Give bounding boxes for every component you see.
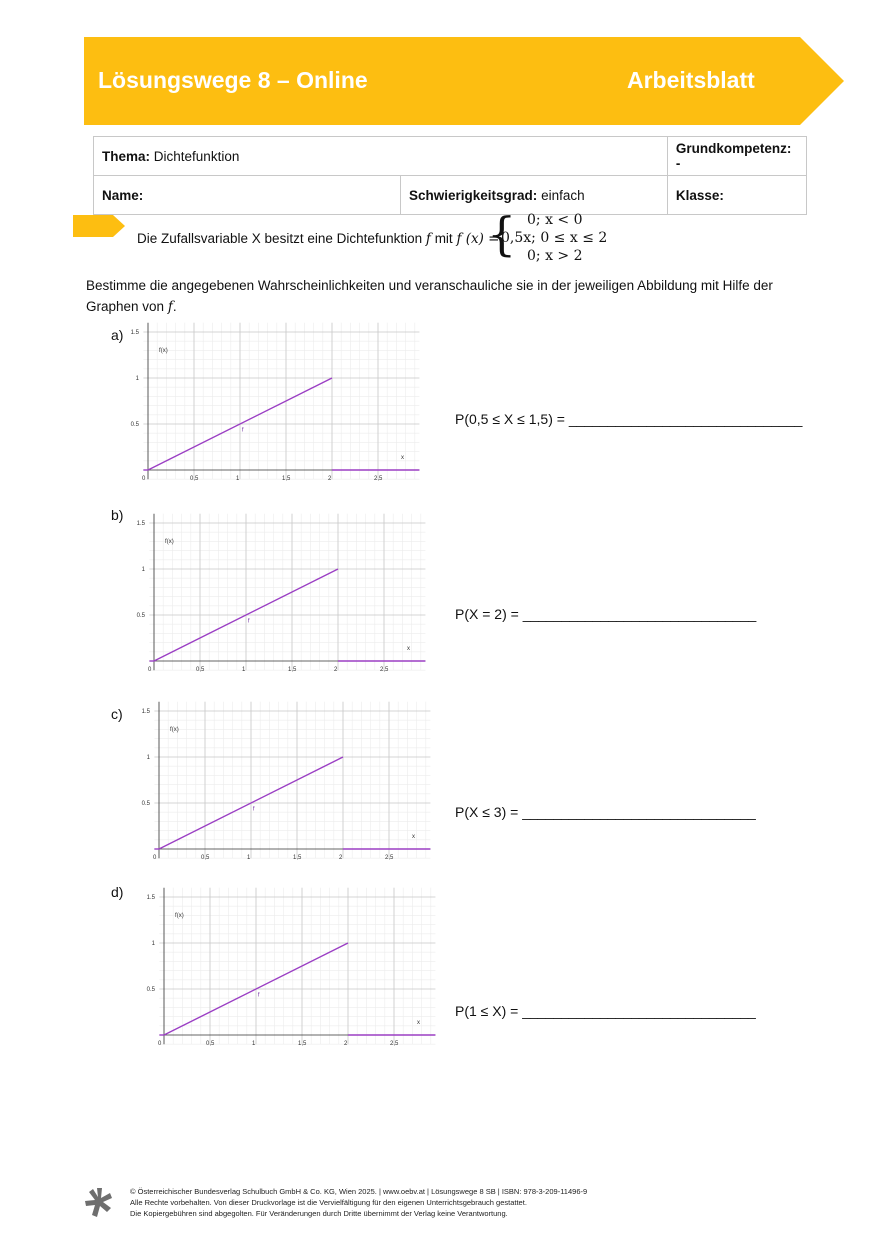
x-tick-label: 1,5 [282, 476, 291, 482]
case-1: 0; x < 0 [527, 212, 583, 228]
x-tick-label: 0 [142, 476, 146, 482]
graph-d[interactable] [146, 890, 440, 1048]
x-tick-label: 0 [153, 855, 157, 861]
x-tick-label: 0 [158, 1041, 162, 1047]
footer-line-2: Alle Rechte vorbehalten. Von dieser Druckvorlage ist die Vervielfältigung für den eigenen Unterrichtsgebrauch gestattet. [130, 1198, 527, 1207]
x-tick-label: 2,5 [374, 476, 383, 482]
x-tick-label: 0,5 [190, 476, 199, 482]
y-axis-label: f(x) [159, 348, 168, 355]
x-axis-label: x [417, 1019, 420, 1026]
y-tick-label: 1.5 [136, 521, 145, 527]
exercise-a-formula: P(0,5 ≤ X ≤ 1,5) = [455, 411, 569, 427]
task-text [86, 275, 811, 318]
footer [130, 1186, 587, 1219]
klasse-cell [667, 176, 806, 215]
x-tick-label: 2 [334, 667, 338, 673]
x-tick-label: 0 [148, 667, 152, 673]
y-tick-label: 1.5 [141, 709, 150, 715]
exercise-a-answer-line[interactable]: ______________________________ [568, 411, 803, 427]
name-cell [94, 176, 401, 215]
curve-label: f [257, 992, 260, 999]
x-tick-label: 1 [236, 476, 240, 482]
task-f-symbol: f [167, 299, 173, 315]
intro-text [137, 231, 500, 247]
exercise-b-question [455, 606, 756, 622]
thema-cell [94, 137, 668, 176]
publisher-logo-icon [84, 1187, 114, 1219]
exercise-b-formula: P(X = 2) = [455, 606, 523, 622]
curve-label: f [241, 427, 244, 434]
header-banner [84, 37, 844, 125]
exercise-d-formula: P(1 ≤ X) = [455, 1003, 523, 1019]
task-sentence: Bestimme die angegebenen Wahrscheinlichkeiten und veranschauliche sie in der jeweiligen Abbildung mit Hilfe der Graphen von [86, 278, 773, 314]
x-tick-label: 1 [247, 855, 251, 861]
x-axis-label: x [407, 645, 410, 652]
x-tick-label: 1 [252, 1041, 256, 1047]
y-tick-label: 1 [135, 376, 139, 382]
footer-line-1: © Österreichischer Bundesverlag Schulbuch GmbH & Co. KG, Wien 2025. | www.oebv.at | Lösungswege 8 SB | ISBN: 978-3-209-11496-9 [130, 1187, 588, 1196]
arrow-marker-icon [73, 215, 125, 237]
y-tick-label: 1 [151, 941, 155, 947]
thema-label: Thema: [102, 148, 151, 164]
grundkompetenz-cell [667, 137, 806, 176]
x-tick-label: 0,5 [196, 667, 205, 673]
y-tick-label: 0.5 [130, 422, 139, 428]
intro-fx: f (x) = [456, 231, 500, 247]
graph-b[interactable] [136, 516, 430, 674]
exercise-a-label: a) [111, 327, 124, 343]
curve-label: f [252, 806, 255, 813]
x-axis-label: x [412, 833, 415, 840]
exercise-c-formula: P(X ≤ 3) = [455, 804, 523, 820]
klasse-label: Klasse: [675, 187, 724, 203]
schwierigkeit-cell [401, 176, 668, 215]
x-tick-label: 1 [242, 667, 246, 673]
x-tick-label: 2 [328, 476, 332, 482]
exercise-b-answer-line[interactable]: ______________________________ [522, 606, 757, 622]
y-tick-label: 0.5 [146, 987, 155, 993]
x-tick-label: 2,5 [385, 855, 394, 861]
x-tick-label: 0,5 [201, 855, 210, 861]
name-label: Name: [102, 187, 144, 203]
x-axis-label: x [401, 454, 404, 461]
page-title: Lösungswege 8 – Online [98, 67, 368, 93]
exercise-a-question [455, 411, 802, 427]
task-end: . [172, 299, 177, 314]
thema-value: Dichtefunktion [153, 148, 240, 164]
case-3: 0; x > 2 [527, 248, 583, 264]
exercise-d-answer-line[interactable]: ______________________________ [522, 1003, 756, 1019]
exercise-b-label: b) [111, 507, 124, 523]
grundkompetenz-label: Grundkompetenz: [675, 141, 792, 156]
x-tick-label: 1,5 [298, 1041, 307, 1047]
y-tick-label: 1 [146, 755, 150, 761]
x-tick-label: 2 [339, 855, 343, 861]
graph-a[interactable] [130, 325, 424, 483]
y-tick-label: 0.5 [136, 613, 145, 619]
y-axis-label: f(x) [175, 913, 184, 920]
document-type: Arbeitsblatt [627, 67, 755, 93]
footer-line-3: Die Kopiergebühren sind abgegolten. Für Veränderungen durch Dritte übernimmt der Verlag keine Verantwortung. [130, 1209, 508, 1218]
case-2: 0,5x; 0 ≤ x ≤ 2 [501, 230, 608, 246]
y-tick-label: 0.5 [141, 801, 150, 807]
y-tick-label: 1.5 [146, 895, 155, 901]
intro-sentence: Die Zufallsvariable X besitzt eine Dichtefunktion [137, 231, 423, 246]
x-tick-label: 2,5 [380, 667, 389, 673]
info-table [93, 136, 807, 215]
intro-f-symbol: f [425, 231, 431, 247]
x-tick-label: 0,5 [206, 1041, 215, 1047]
schwierigkeit-label: Schwierigkeitsgrad: [409, 187, 538, 203]
exercise-d-question [455, 1003, 756, 1019]
exercise-c-answer-line[interactable]: ______________________________ [522, 804, 756, 820]
y-tick-label: 1.5 [130, 330, 139, 336]
exercise-d-label: d) [111, 884, 124, 900]
graph-c[interactable] [141, 704, 435, 862]
grundkompetenz-value: - [675, 156, 681, 171]
exercise-c-label: c) [111, 706, 123, 722]
y-axis-label: f(x) [170, 727, 179, 734]
brace: { [487, 207, 517, 261]
intro-mit: mit [434, 231, 453, 246]
exercise-c-question [455, 804, 756, 820]
x-tick-label: 1,5 [293, 855, 302, 861]
x-tick-label: 2,5 [390, 1041, 399, 1047]
y-tick-label: 1 [141, 567, 145, 573]
schwierigkeit-value: einfach [541, 187, 585, 203]
y-axis-label: f(x) [165, 539, 174, 546]
x-tick-label: 1,5 [288, 667, 297, 673]
curve-label: f [247, 618, 250, 625]
x-tick-label: 2 [344, 1041, 348, 1047]
